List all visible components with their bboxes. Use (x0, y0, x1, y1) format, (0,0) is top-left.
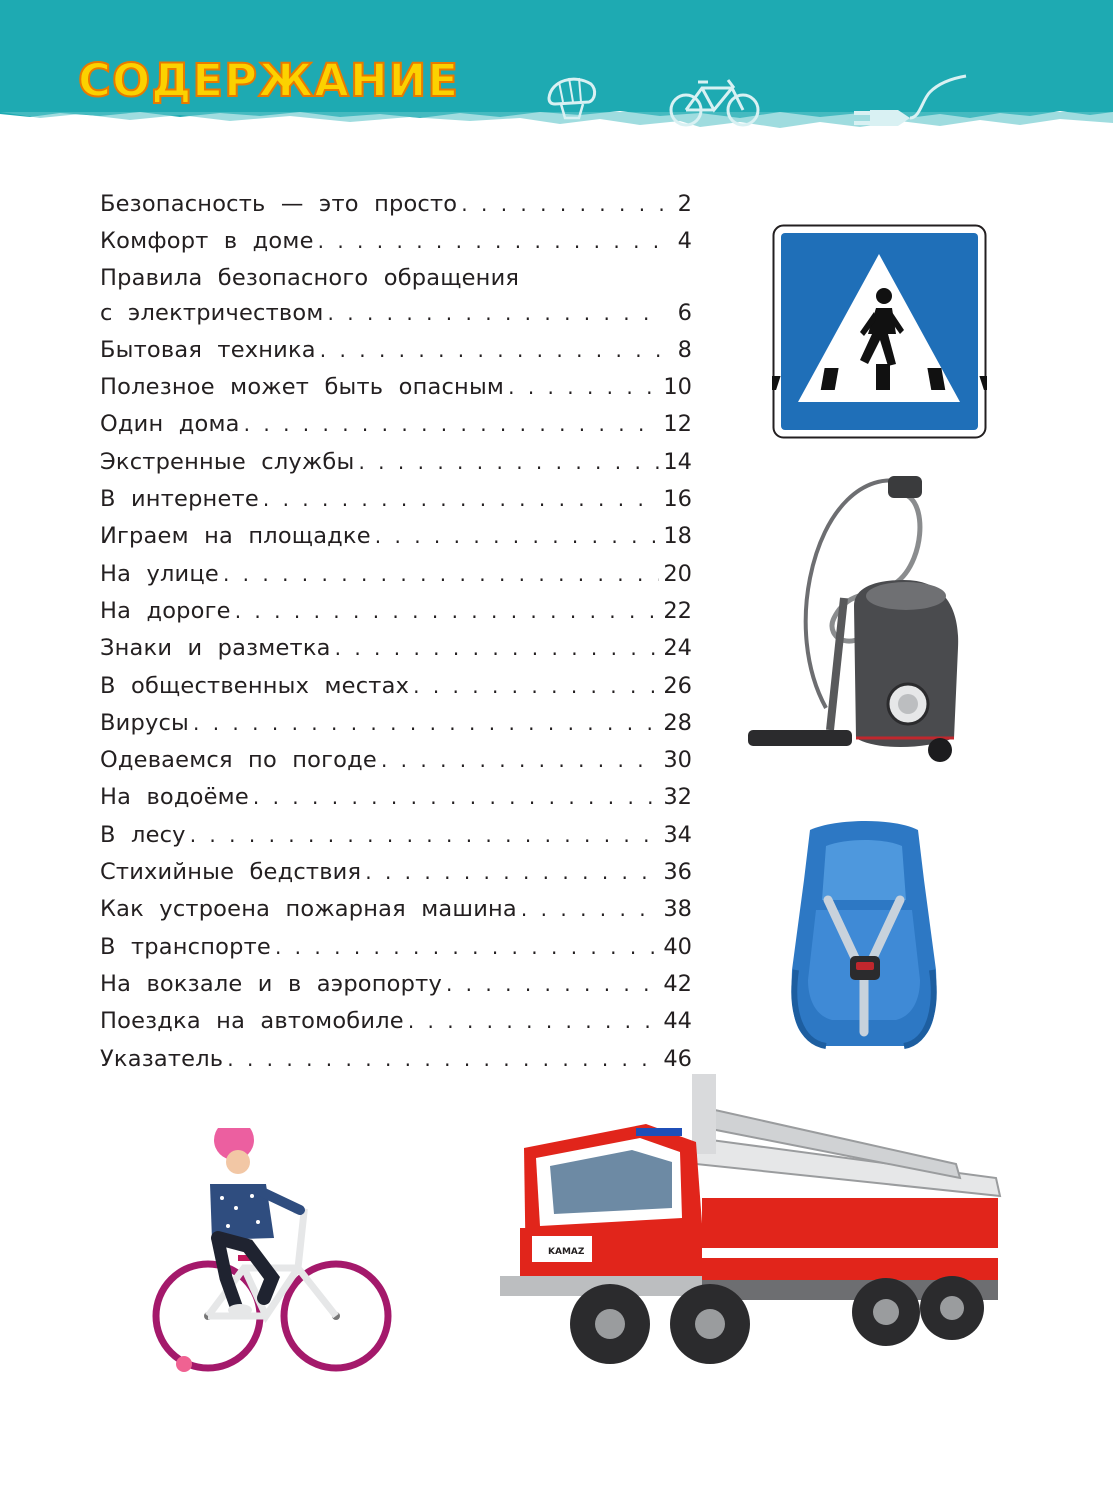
toc-entry-page: 30 (663, 747, 692, 774)
toc-entry-page: 28 (663, 709, 692, 736)
toc-entry-page: 36 (663, 859, 692, 886)
toc-leader-dots (461, 186, 664, 223)
toc-entry-page: 34 (663, 821, 692, 848)
table-of-contents (100, 186, 692, 1078)
bicycle-helmet-icon (545, 68, 599, 126)
vacuum-cleaner-image (744, 468, 974, 768)
toc-entry-page: 2 (677, 191, 692, 217)
truck-brand-label: KAMAZ (548, 1247, 585, 1257)
toc-entry-title: Как устроена пожарная машина (100, 896, 517, 923)
toc-entry[interactable] (100, 817, 692, 854)
toc-entry-line-1[interactable] (100, 261, 692, 295)
pedestrian-crossing-sign-image (772, 224, 987, 439)
fire-truck-image (496, 1068, 1016, 1388)
toc-entry-page: 20 (663, 560, 692, 587)
toc-entry[interactable] (100, 854, 692, 891)
toc-entry-title: На водоёме (100, 784, 249, 811)
toc-entry-title: На дороге (100, 597, 231, 624)
toc-leader-dots (193, 705, 659, 742)
bicycle-icon (668, 76, 762, 130)
toc-leader-dots (318, 223, 664, 260)
toc-entry-title: В лесу (100, 821, 186, 848)
toc-entry[interactable] (100, 406, 692, 443)
toc-entry[interactable] (100, 705, 692, 742)
toc-entry-page: 16 (663, 486, 692, 513)
toc-entry-title: На вокзале и в аэропорту (100, 970, 442, 997)
toc-entry-title: Стихийные бедствия (100, 859, 362, 886)
toc-leader-dots (381, 742, 659, 779)
toc-entry[interactable] (100, 742, 692, 779)
toc-entry-page: 4 (677, 228, 692, 255)
toc-entry-title-cont: с электричеством (100, 299, 324, 326)
toc-leader-dots (446, 966, 659, 1003)
toc-entry[interactable] (100, 369, 692, 406)
girl-on-bicycle-image (148, 1128, 396, 1378)
toc-entry-title: На улице (100, 560, 219, 587)
toc-entry[interactable] (100, 891, 692, 928)
toc-entry-page: 42 (663, 970, 692, 997)
toc-entry-page: 46 (663, 1045, 692, 1072)
toc-leader-dots (413, 668, 659, 705)
toc-entry-title: Безопасность — это просто (100, 191, 458, 217)
toc-entry-page: 26 (663, 672, 692, 699)
toc-entry-page: 12 (663, 411, 692, 438)
child-car-seat-image (786, 820, 942, 1050)
toc-entry-title: В общественных местах (100, 672, 410, 699)
toc-entry-title: Знаки и разметка (100, 635, 331, 662)
toc-entry[interactable] (100, 630, 692, 667)
toc-entry-title: Один дома (100, 411, 240, 438)
toc-entry-title: Полезное может быть опасным (100, 374, 505, 401)
toc-entry-title: Вирусы (100, 709, 189, 736)
toc-leader-dots (253, 779, 659, 816)
toc-leader-dots (521, 891, 659, 928)
toc-entry-page: 14 (663, 448, 692, 475)
toc-leader-dots (365, 854, 659, 891)
toc-entry-page: 24 (663, 635, 692, 662)
toc-leader-dots (408, 1003, 660, 1040)
toc-leader-dots (508, 369, 659, 406)
toc-entry-page: 22 (663, 597, 692, 624)
toc-entry[interactable] (100, 1003, 692, 1040)
toc-entry-title: В транспорте (100, 933, 271, 960)
toc-entry-title: Правила безопасного обращения (100, 264, 520, 291)
toc-leader-dots (244, 406, 660, 443)
toc-entry[interactable] (100, 295, 692, 332)
toc-entry-title: Одеваемся по погоде (100, 747, 377, 774)
toc-entry[interactable] (100, 929, 692, 966)
toc-leader-dots (263, 481, 660, 518)
toc-entry[interactable] (100, 966, 692, 1003)
toc-entry-title: Комфорт в доме (100, 228, 314, 255)
toc-entry-page: 8 (677, 336, 692, 363)
toc-leader-dots (375, 518, 660, 555)
toc-entry[interactable] (100, 556, 692, 593)
toc-entry[interactable] (100, 444, 692, 481)
toc-entry-title: В интернете (100, 486, 259, 513)
toc-leader-dots (235, 593, 660, 630)
toc-leader-dots (190, 817, 660, 854)
toc-leader-dots (223, 556, 659, 593)
electric-plug-icon (850, 70, 970, 152)
toc-entry[interactable] (100, 481, 692, 518)
toc-entry-page: 32 (663, 784, 692, 811)
toc-entry-title: Играем на площадке (100, 523, 371, 550)
toc-entry-page: 18 (663, 523, 692, 550)
toc-leader-dots (358, 444, 659, 481)
toc-leader-dots (335, 630, 660, 667)
toc-entry-page: 6 (677, 299, 692, 326)
toc-entry-page: 44 (663, 1008, 692, 1035)
toc-entry[interactable] (100, 668, 692, 705)
toc-entry-page: 38 (663, 896, 692, 923)
toc-entry[interactable] (100, 518, 692, 555)
toc-entry-title: Поездка на автомобиле (100, 1008, 404, 1035)
toc-entry[interactable] (100, 332, 692, 369)
toc-entry[interactable] (100, 779, 692, 816)
toc-entry-page: 10 (663, 374, 692, 401)
toc-entry-page: 40 (663, 933, 692, 960)
toc-entry-title: Бытовая техника (100, 336, 316, 363)
toc-entry-title: Экстренные службы (100, 448, 355, 475)
toc-leader-dots (275, 929, 659, 966)
toc-entry-title: Указатель (100, 1045, 224, 1072)
toc-entry[interactable] (100, 223, 692, 260)
toc-entry[interactable] (100, 593, 692, 630)
toc-leader-dots (320, 332, 664, 369)
page-title: СОДЕРЖАНИЕ (78, 54, 460, 107)
toc-leader-dots (328, 295, 664, 332)
toc-entry[interactable] (100, 186, 692, 223)
